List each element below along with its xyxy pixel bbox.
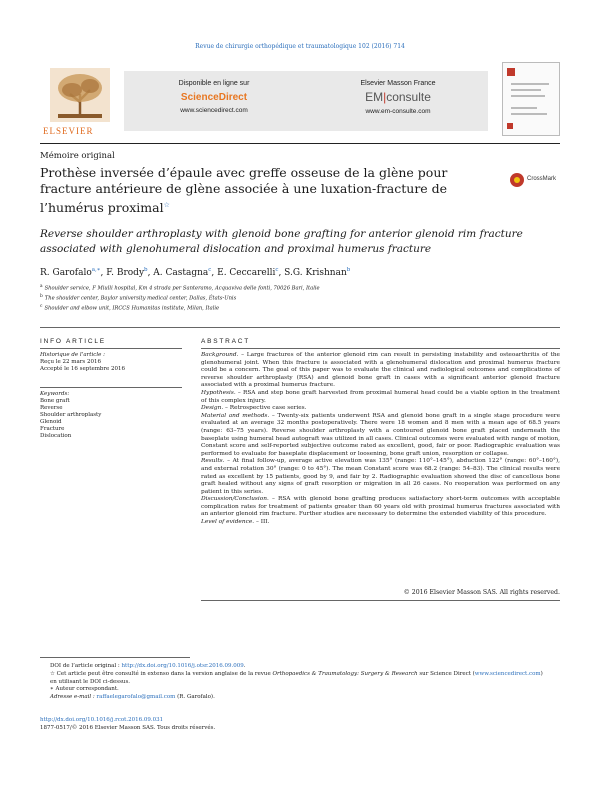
consulte-brand-part: consulte: [386, 90, 431, 104]
cover-red-block: [507, 123, 513, 129]
author-name: S.G. Krishnan: [284, 268, 347, 278]
author-affiliation-mark[interactable]: b: [346, 267, 351, 273]
crossmark-icon: [510, 173, 524, 187]
history-label: Historique de l’article :: [40, 352, 105, 358]
abstract-section-label: Design.: [201, 405, 224, 412]
sciencedirect-link[interactable]: www.sciencedirect.com: [474, 670, 541, 677]
author-affiliation-mark[interactable]: a,∗: [91, 267, 101, 273]
emconsulte-heading: Elsevier Masson France: [360, 80, 436, 87]
author-name: R. Garofalo: [40, 268, 92, 278]
abstract-section-text: – Twenty-six patients underwent RSA and glenoid bone graft in a single stage procedure were evaluated at an average 32 months postoperatively. There were 18 women and 8 men with a mean age of 68.5 years (range: 63–75 years). Reverse shoulder arthroplasty with a contoured glenoid bone graft placed underneath the baseplate using humeral head autograft was utilized in all cases. Clinical outcomes were evaluated with range of motion, Constant score and self-reported subjective outcome rated as excellent, good, fair or poor. Radiographic evaluation was performed to evaluate for baseplate displacement or loosening, bone graft union, resorption or collapse.: [201, 412, 560, 457]
original-doi-link[interactable]: http://dx.doi.org/10.1016/j.otsr.2016.09.009: [121, 663, 244, 669]
article-title-fr-text: Prothèse inversée d’épaule avec greffe osseuse de la glène pour fracture antérieure de glène associée à une luxation-fracture de l’humérus proximal: [40, 165, 448, 216]
header-rule: [40, 143, 560, 144]
abstract-paragraph: [201, 413, 560, 459]
translation-note-line2: en utilisant le DOI ci-dessus.: [50, 678, 131, 685]
crossmark-badge[interactable]: [510, 172, 565, 190]
availability-box: [124, 71, 488, 131]
sciencedirect-url[interactable]: www.sciencedirect.com: [180, 107, 248, 114]
affiliation-key: c: [40, 304, 43, 310]
abstract-paragraph: [201, 458, 560, 496]
translation-note-text: ☆ Cet article peut être consulté in extenso dans la version anglaise de la revue: [50, 670, 273, 677]
affiliation-item: [40, 293, 320, 303]
translation-note-close: ): [540, 670, 543, 677]
author-separator: ,: [100, 268, 107, 278]
abstract-paragraph: [201, 405, 560, 413]
keywords-label: Keywords:: [40, 391, 70, 397]
affiliation-key: a: [40, 284, 43, 289]
author-separator: ,: [147, 268, 154, 278]
affiliation-text: Shoulder service, F Miulli hospital, Km 4 strada per Santeramo, Acquaviva delle fonti, 70026 Bari, Italie: [44, 285, 320, 292]
author-affiliation-mark[interactable]: c: [275, 267, 279, 273]
original-doi-end: .: [243, 663, 246, 669]
issn-copyright: 1877-0517/© 2016 Elsevier Masson SAS. Tous droits réservés.: [40, 725, 216, 731]
article-title-fr: [40, 165, 490, 216]
keywords-block: [40, 391, 182, 440]
article-history: [40, 352, 182, 373]
affiliation-item: [40, 283, 320, 293]
abstract-section-text: – RSA and step bone graft harvested from proximal humeral head could be a viable option in the treatment of this complex injury.: [201, 389, 560, 404]
original-doi-label: DOI de l’article original :: [50, 663, 122, 669]
journal-reference[interactable]: Revue de chirurgie orthopédique et traumatologique 102 (2016) 714: [195, 43, 405, 50]
affiliation-key: b: [40, 294, 43, 300]
abstract-paragraph: [201, 390, 560, 405]
keyword-item: Glenoid: [40, 419, 62, 425]
author-name: F. Brody: [106, 268, 145, 278]
abstract-end-rule: [201, 600, 560, 601]
original-doi-note: [40, 663, 560, 671]
sciencedirect-heading: Disponible en ligne sur: [178, 80, 250, 87]
keywords-list: [40, 398, 182, 440]
elsevier-tree-icon: [50, 68, 110, 122]
email-owner: (R. Garofalo).: [175, 694, 215, 701]
abstract-section-label: Discussion/Conclusion.: [201, 496, 269, 503]
em-brand-separator: |: [383, 90, 387, 104]
elsevier-wordmark: ELSEVIER: [43, 126, 94, 136]
accepted-date: Accepté le 16 septembre 2016: [40, 366, 126, 372]
translation-note-mid: sur Science Direct (: [417, 670, 475, 677]
abstract-section-text: – Retrospective case series.: [223, 405, 307, 412]
footnotes: [40, 663, 560, 702]
affiliation-text: The shoulder center, Baylor university medical center, Dallas, États-Unis: [44, 295, 237, 302]
cover-line: [511, 107, 537, 109]
copyright-line: © 2016 Elsevier Masson SAS. All rights reserved.: [403, 589, 560, 596]
english-journal-name: Orthopaedics & Traumatology: Surgery & Research: [272, 670, 418, 677]
emconsulte-promo[interactable]: [308, 80, 488, 115]
title-footnote-mark[interactable]: ☆: [163, 201, 170, 209]
abstract-section-label: Background.: [201, 352, 239, 358]
cover-line: [511, 95, 545, 97]
keyword-item: Bone graft: [40, 398, 70, 404]
affiliations-rule: [40, 327, 560, 328]
keyword-item: Dislocation: [40, 433, 72, 439]
em-brand-part: EM: [365, 90, 384, 104]
footnote-rule: [40, 657, 190, 658]
journal-banner: [40, 62, 560, 140]
author-separator: ,: [278, 268, 285, 278]
author-email-link[interactable]: raffaelegarofalo@gmail.com: [96, 694, 176, 701]
page-footer: [40, 716, 215, 732]
cover-red-block: [507, 68, 515, 76]
abstract-section-label: Hypothesis.: [201, 389, 236, 396]
elsevier-logo: [40, 62, 122, 140]
abstract-rule: [201, 348, 560, 349]
author-name: E. Ceccarelli: [217, 268, 276, 278]
info-rule: [40, 348, 182, 349]
history-rule: [40, 387, 182, 388]
abstract-section-text: – At final follow-up, average active elevation was 135° (range: 110°–145°), abduction 122° (range: 60°–160°), and external rotation 30° (range: 0 to 45°). The mean Constant score was 68.2 (range: 54–83). The clinical results were rated as excellent by 15 patients, good by 9, and fair by 2. Radiographic evaluation showed the disc of cancellous bone graft healed without any signs of graft resorption or migration in all 26 cases. No reoperation was performed on any patient in this series.: [201, 458, 560, 495]
author-separator: ,: [211, 268, 218, 278]
sciencedirect-promo[interactable]: [124, 80, 304, 114]
translation-note: [40, 671, 560, 679]
abstract-heading: ABSTRACT: [201, 338, 251, 345]
crossmark-label: CrossMark: [527, 176, 557, 182]
article-type: Mémoire original: [40, 151, 115, 161]
affiliation-text: Shoulder and elbow unit, IRCCS Humanitas institute, Milan, Italie: [44, 306, 220, 313]
received-date: Reçu le 22 mars 2016: [40, 359, 101, 365]
author-affiliation-mark[interactable]: c: [208, 267, 212, 273]
abstract-section-text: – III.: [254, 519, 270, 526]
affiliations: [40, 283, 320, 314]
article-title-en: Reverse shoulder arthroplasty with glenoid bone grafting for anterior glenoid rim fracture associated with glenohumeral dislocation and proximal humerus fracture: [40, 228, 523, 255]
abstract-paragraph: [201, 352, 560, 390]
cover-line: [511, 83, 549, 85]
abstract-section-label: Results.: [201, 458, 225, 465]
author-list: [40, 267, 350, 278]
abstract-paragraph: [201, 519, 560, 527]
emconsulte-url[interactable]: www.em-consulte.com: [365, 108, 431, 115]
corresponding-author-note: ∗ Auteur correspondant.: [50, 686, 119, 693]
abstract-paragraph: [201, 496, 560, 519]
author-name: A. Castagna: [153, 268, 209, 278]
sciencedirect-brand: ScienceDirect: [180, 92, 248, 103]
abstract-body: [201, 352, 560, 527]
abstract-section-label: Material and methods.: [201, 412, 270, 419]
abstract-section-label: Level of evidence.: [201, 519, 255, 526]
email-label: Adresse e-mail :: [50, 694, 97, 701]
author-affiliation-mark[interactable]: b: [144, 267, 148, 273]
journal-cover-thumbnail: [502, 62, 560, 136]
email-note: [40, 694, 560, 702]
article-doi-link[interactable]: http://dx.doi.org/10.1016/j.rcot.2016.09.031: [40, 717, 164, 723]
keyword-item: Shoulder arthroplasty: [40, 412, 102, 418]
abstract-section-text: – RSA with glenoid bone grafting produces satisfactory short-term outcomes with acceptable complication rates for treatment of patients greater than 60 years old with proximal humerus fractures associated with an anterior glenoid rim fracture. Further studies are necessary to determine the extended viability of this procedure.: [201, 496, 560, 518]
emconsulte-brand: [308, 90, 488, 104]
affiliation-item: [40, 303, 320, 313]
cover-line: [511, 113, 547, 115]
keyword-item: Reverse: [40, 405, 63, 411]
abstract-section-text: – Large fractures of the anterior glenoid rim can result in persisting instability and osteoarthritis of the glenohumeral joint. When this fracture is associated with a glenohumeral dislocation and proximal humerus fracture could be a concern. The goal of this paper was to evaluate the clinical and radiological outcomes and complications of reverse shoulder arthroplasty (RSA) and glenoid bone graft in cases with a significant anterior glenoid fracture associated with a proximal humerus fracture.: [201, 352, 560, 389]
info-heading: INFO ARTICLE: [40, 338, 106, 345]
cover-line: [511, 89, 541, 91]
keyword-item: Fracture: [40, 426, 65, 432]
